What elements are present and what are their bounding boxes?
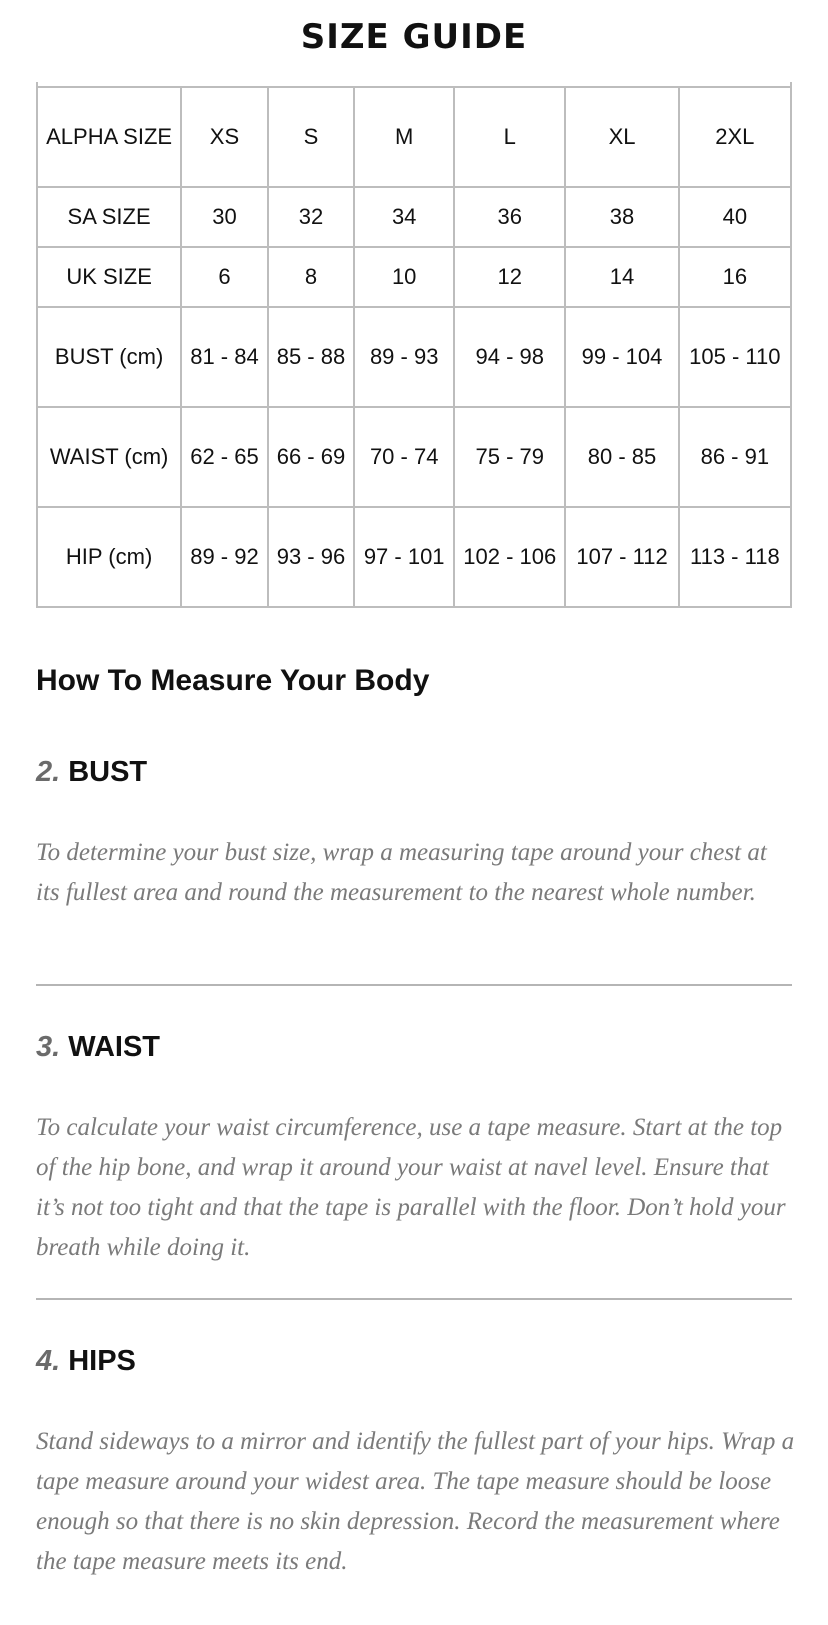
- table-cell: 62 - 65: [181, 407, 268, 507]
- table-cell: 113 - 118: [679, 507, 791, 607]
- table-row: [37, 407, 791, 507]
- table-cell: 6: [181, 247, 268, 307]
- table-row-label: SA SIZE: [37, 187, 181, 247]
- table-cell: 107 - 112: [565, 507, 678, 607]
- table-row-label: HIP (cm): [37, 507, 181, 607]
- table-cell: 85 - 88: [268, 307, 355, 407]
- table-cell: 89 - 93: [354, 307, 454, 407]
- section-heading-bust: [36, 756, 147, 789]
- section-heading-hips: [36, 1345, 136, 1378]
- table-header-cell: ALPHA SIZE: [37, 87, 181, 187]
- measure-heading: How To Measure Your Body: [36, 664, 430, 697]
- table-cell: 36: [454, 187, 565, 247]
- table-cell: 94 - 98: [454, 307, 565, 407]
- table-cell: 66 - 69: [268, 407, 355, 507]
- table-row: [37, 507, 791, 607]
- table-cell: 34: [354, 187, 454, 247]
- size-table: [36, 86, 792, 608]
- table-cell: 10: [354, 247, 454, 307]
- section-heading-waist: [36, 1031, 160, 1064]
- table-cell: 75 - 79: [454, 407, 565, 507]
- section-number: 3.: [36, 1031, 61, 1063]
- table-header-cell: 2XL: [679, 87, 791, 187]
- table-cell: 8: [268, 247, 355, 307]
- table-cell: 16: [679, 247, 791, 307]
- section-title: BUST: [68, 756, 148, 788]
- table-cell: 32: [268, 187, 355, 247]
- section-text-bust: To determine your bust size, wrap a measuring tape around your chest at its fullest area and round the measurement to the nearest whole number.: [36, 839, 767, 906]
- section-number: 2.: [36, 756, 61, 788]
- table-cell: 93 - 96: [268, 507, 355, 607]
- section-title: HIPS: [68, 1345, 136, 1377]
- table-cell: 80 - 85: [565, 407, 678, 507]
- table-cell: 97 - 101: [354, 507, 454, 607]
- table-row: [37, 307, 791, 407]
- table-cell: 81 - 84: [181, 307, 268, 407]
- table-cell: 12: [454, 247, 565, 307]
- table-cell: 38: [565, 187, 678, 247]
- section-divider: [36, 984, 792, 986]
- table-header-cell: M: [354, 87, 454, 187]
- table-header-cell: L: [454, 87, 565, 187]
- table-cell: 99 - 104: [565, 307, 678, 407]
- section-text-hips: Stand sideways to a mirror and identify the fullest part of your hips. Wrap a tape measure around your widest area. The tape measure should be loose enough so that there is no skin depression. Record the measurement where the tape measure meets its end.: [36, 1428, 795, 1575]
- table-cell: 89 - 92: [181, 507, 268, 607]
- page-title: SIZE GUIDE: [300, 17, 528, 57]
- table-cell: 86 - 91: [679, 407, 791, 507]
- table-row: [37, 247, 791, 307]
- section-number: 4.: [36, 1345, 61, 1377]
- table-header-cell: XL: [565, 87, 678, 187]
- table-cell: 105 - 110: [679, 307, 791, 407]
- table-cell: 14: [565, 247, 678, 307]
- table-row: [37, 187, 791, 247]
- table-row-label: WAIST (cm): [37, 407, 181, 507]
- section-text-waist: To calculate your waist circumference, use a tape measure. Start at the top of the hip bone, and wrap it around your waist at navel level. Ensure that it’s not too tight and that the tape is parallel with the floor. Don’t hold your breath while doing it.: [36, 1114, 786, 1261]
- section-title: WAIST: [68, 1031, 161, 1063]
- table-cell: 30: [181, 187, 268, 247]
- table-row-label: UK SIZE: [37, 247, 181, 307]
- section-divider: [36, 1298, 792, 1300]
- table-cell: 102 - 106: [454, 507, 565, 607]
- table-header-row: [37, 87, 791, 187]
- table-header-cell: XS: [181, 87, 268, 187]
- table-row-label: BUST (cm): [37, 307, 181, 407]
- table-header-cell: S: [268, 87, 355, 187]
- table-cell: 40: [679, 187, 791, 247]
- table-cell: 70 - 74: [354, 407, 454, 507]
